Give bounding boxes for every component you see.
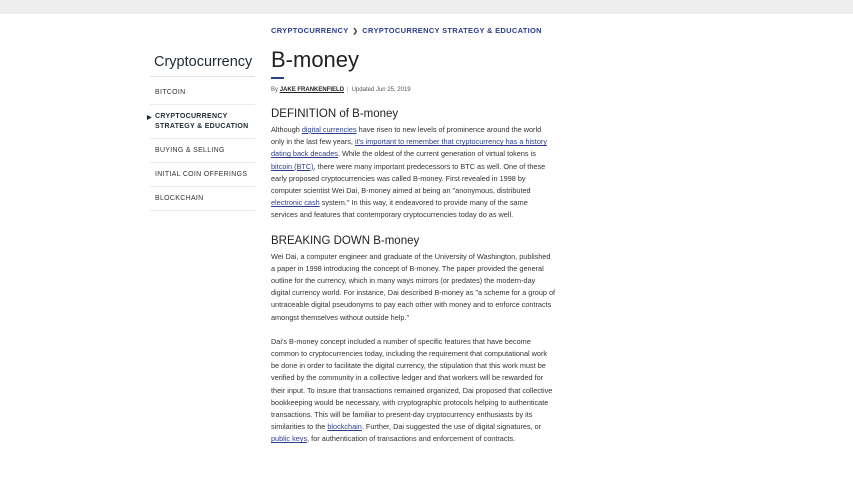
byline-by: By bbox=[271, 87, 279, 93]
text-run: , for authentication of transactions and enforcement of contracts. bbox=[307, 434, 516, 444]
author-link[interactable]: JAKE FRANKENFIELD bbox=[279, 87, 345, 93]
link-public-keys[interactable]: public keys bbox=[271, 434, 308, 444]
browser-top-bar bbox=[0, 0, 853, 14]
link-cryptocurrency-history[interactable]: it's important to remember that cryptocurrency has a history dating back decades bbox=[271, 137, 547, 159]
article bbox=[271, 26, 556, 446]
link-electronic-cash[interactable]: electronic cash bbox=[271, 198, 320, 208]
text-run: , there were many important predecessors to BTC as well. One of these early proposed cryptocurrencies was called B-money. First revealed in 1998 by computer scientist Wei Dai, B-money aimed at being an "anonymous, distributed bbox=[271, 161, 546, 196]
breaking-paragraph-2 bbox=[271, 336, 556, 446]
updated-date: Updated Jun 25, 2019 bbox=[351, 87, 411, 93]
breaking-paragraph-1: Wei Dai, a computer engineer and graduate of the University of Washington, published a paper in 1998 introducing the concept of B-money. The paper provided the general outline for the currency, which in many ways mirrors (or predates) the modern-day digital currency world. For instance, Dai described B-money as "a scheme for a group of untraceable digital pseudonyms to pay each other with money and to enforce contracts amongst themselves without outside help." bbox=[271, 251, 556, 322]
text-run: . Further, Dai suggested the use of digital signatures, or bbox=[361, 422, 542, 432]
breadcrumb bbox=[271, 26, 556, 38]
byline-divider: | bbox=[347, 87, 349, 93]
definition-paragraph bbox=[271, 124, 556, 222]
sidebar-item-buying-selling[interactable]: BUYING & SELLING bbox=[150, 139, 255, 163]
sidebar-item-initial-coin-offerings[interactable]: INITIAL COIN OFFERINGS bbox=[150, 163, 255, 187]
caret-right-icon: ▶ bbox=[147, 115, 152, 121]
link-blockchain[interactable]: blockchain bbox=[327, 422, 362, 432]
byline bbox=[271, 85, 556, 95]
sidebar-item-blockchain[interactable]: BLOCKCHAIN bbox=[150, 187, 255, 211]
sidebar-item-bitcoin[interactable]: BITCOIN bbox=[150, 81, 255, 105]
link-bitcoin-btc[interactable]: bitcoin (BTC) bbox=[271, 161, 314, 171]
title-underline bbox=[271, 77, 284, 79]
sidebar-title: Cryptocurrency bbox=[150, 50, 255, 77]
text-run: Although bbox=[271, 125, 302, 134]
breadcrumb-link-cryptocurrency[interactable]: CRYPTOCURRENCY bbox=[271, 26, 349, 35]
breaking-down-heading: BREAKING DOWN B-money bbox=[271, 234, 420, 247]
text-run: . While the oldest of the current generation of virtual tokens is bbox=[337, 149, 536, 159]
text-run: Dai's B-money concept included a number of specific features that have become common to cryptocurrencies today, including the requirement that computational work be done in order to facilitate the digital currency, the stipulation that this work must be verified by the community in a collective ledger and that workers will be rewarded for their input. To insure that transactions remained organized, Dai proposed that collective bookkeeping would be necessary, with cryptographic protocols helping to authenticate transactions. This will be familiar to present-day cryptocurrency enthusiasts by its similarities to the bbox=[271, 336, 553, 432]
chevron-right-icon: ❯ bbox=[352, 28, 359, 35]
sidebar-item-strategy-education[interactable] bbox=[147, 105, 255, 139]
breadcrumb-link-strategy-education[interactable]: CRYPTOCURRENCY STRATEGY & EDUCATION bbox=[362, 26, 542, 35]
text-run: have risen to new levels of prominence around the world only in the last few years, bbox=[271, 125, 542, 147]
sidebar-item-label: CRYPTOCURRENCY STRATEGY & EDUCATION bbox=[155, 113, 249, 130]
sidebar-nav bbox=[147, 50, 255, 211]
link-digital-currencies[interactable]: digital currencies bbox=[301, 125, 357, 134]
definition-heading: DEFINITION of B-money bbox=[271, 108, 399, 120]
page-title: B-money bbox=[271, 47, 360, 72]
text-run: system." In this way, it endeavored to provide many of the same services and features that contemporary cryptocurrencies today do as well. bbox=[271, 198, 528, 220]
